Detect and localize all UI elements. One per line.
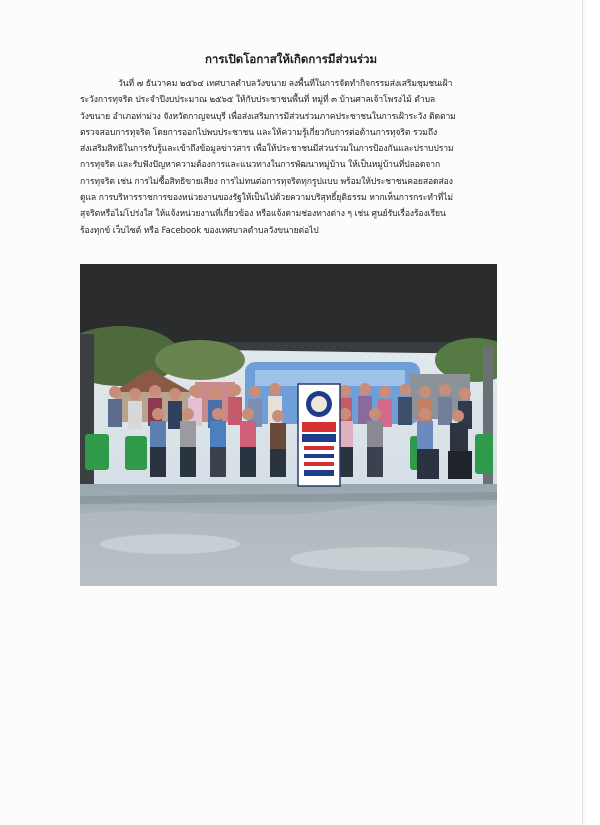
paragraph-line: ร้องทุกข์ เว็บไซต์ หรือ Facebook ของเทศบาลตำบลวังขนายต่อไป bbox=[80, 225, 319, 236]
paragraph-line: ดูแล การบริหารราชการของหน่วยงานของรัฐให้เป็นไปด้วยความบริสุทธิ์ยุติธรรม หากเห็นการกระทำที่ไม่ bbox=[80, 193, 453, 204]
document-title: การเปิดโอกาสให้เกิดการมีส่วนร่วม bbox=[204, 52, 378, 66]
document-paragraph bbox=[80, 76, 502, 239]
paragraph-line: วันที่ ๗ ธันวาคม ๒๕๖๔ เทศบาลตำบลวังขนาย ลงพื้นที่ในการจัดทำกิจกรรมส่งเสริมชุมชนเฝ้า bbox=[118, 79, 453, 89]
paragraph-line: ตรวจสอบการทุจริต โดยการออกไปพบประชาชน และให้ความรู้เกี่ยวกับการต่อต้านการทุจริต รวมถึง bbox=[80, 127, 438, 138]
paragraph-line: วังขนาย อำเภอท่าม่วง จังหวัดกาญจนบุรี เพื่อส่งเสริมการมีส่วนร่วมภาคประชาชนในการเฝ้าระวัง ติดตาม bbox=[80, 111, 456, 122]
paragraph-line: ส่งเสริมสิทธิในการรับรู้และเข้าถึงข้อมูลข่าวสาร เพื่อให้ประชาชนมีส่วนร่วมในการป้องกันและปราบปราม bbox=[80, 144, 454, 155]
paragraph-line: สุจริตหรือไม่โปร่งใส ให้แจ้งหน่วยงานที่เกี่ยวข้อง หรือแจ้งตามช่องทางต่าง ๆ เช่น ศูนย์รับเรื่องร้องเรียน bbox=[80, 209, 446, 220]
paragraph-line: ระวังการทุจริต ประจำปีงบประมาณ ๒๕๖๕ ให้กับประชาชนพื้นที่ หมู่ที่ ๓ บ้านศาลเจ้าโพรงไม้ ตำบล bbox=[80, 95, 436, 106]
paragraph-line: การทุจริต และรับฟังปัญหาความต้องการและแนวทางในการพัฒนาหมู่บ้าน ให้เป็นหมู่บ้านที่ปลอดจาก bbox=[80, 160, 441, 171]
group-photo-image bbox=[80, 264, 497, 586]
paragraph-line: การทุจริต เช่น การไม่ซื้อสิทธิขายเสียง การไม่ทนต่อการทุจริตทุกรูปแบบ พร้อมให้ประชาชนคอยสอดส่อง bbox=[80, 176, 453, 187]
